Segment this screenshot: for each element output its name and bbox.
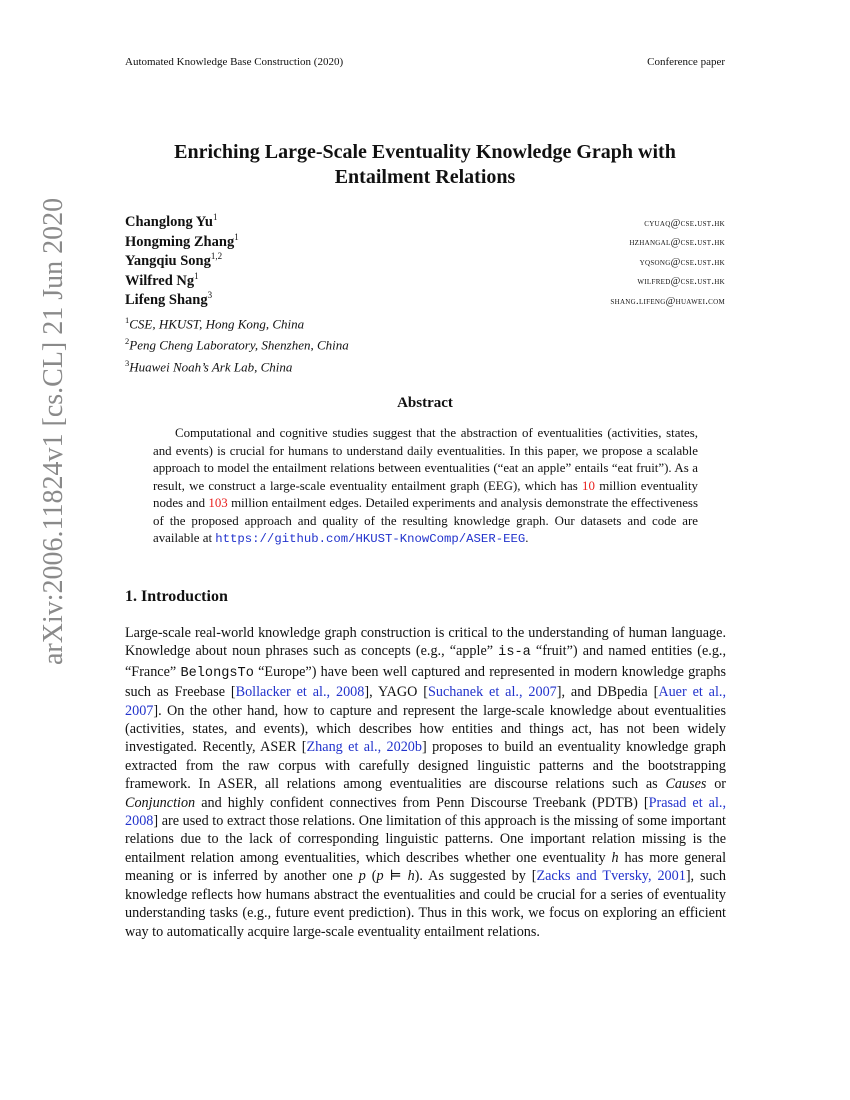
author-row [125, 290, 725, 310]
author-row [125, 251, 725, 271]
repo-link[interactable]: https://github.com/HKUST-KnowComp/ASER-EEG [215, 532, 526, 546]
author-row [125, 212, 725, 232]
author-email[interactable]: shang.lifeng@huawei.com [610, 295, 725, 307]
citation-link[interactable]: Suchanek et al., 2007 [428, 684, 557, 701]
title-line-2: Entailment Relations [334, 166, 516, 188]
author-email[interactable]: hzhangal@cse.ust.hk [629, 237, 725, 249]
citation-link[interactable]: Zhang et al., 2020b [306, 739, 422, 756]
inline-code: is-a [498, 645, 531, 661]
citation-link[interactable]: Prasad et al., 2008 [125, 794, 727, 830]
section-heading-introduction: 1. Introduction [125, 588, 228, 605]
author-block [125, 212, 725, 374]
author-name: Lifeng Shang$^3$ [125, 290, 213, 308]
affiliation: $^2$Peng Cheng Laboratory, Shenzhen, China [125, 336, 349, 353]
author-name: Yangqiu Song$^{1,2}$ [125, 251, 223, 269]
title-line-1: Enriching Large-Scale Eventuality Knowledge Graph with [174, 141, 676, 163]
author-email[interactable]: cyuaq@cse.ust.hk [644, 217, 725, 229]
inline-code: BelongsTo [180, 665, 254, 681]
citation-link[interactable]: Zacks and Tversky, 2001 [536, 868, 686, 885]
abstract-body: Computational and cognitive studies suggest that the abstraction of eventualities (activities, states, and events) is crucial for humans to understand daily eventualities. In this paper, we propose a scalable approach to model the entailment relations between eventualities (“eat an apple” entails “eat fruit”). As a result, we construct a large-scale eventuality entailment graph (EEG), which has 10 million eventuality nodes and 103 million entailment edges. Detailed experiments and analysis demonstrate the effectiveness of the proposed approach and quality of the resulting knowledge graph. Our datasets and code are available at https://github.com/HKUST-KnowComp/ASER-EEG. [153, 426, 698, 546]
edge-count: 103 [208, 496, 228, 510]
node-count: 10 [582, 478, 595, 493]
affiliation: $^3$Huawei Noah’s Ark Lab, China [125, 357, 293, 374]
author-name: Changlong Yu$^1$ [125, 212, 218, 230]
citation-link[interactable]: Auer et al., 2007 [125, 684, 727, 719]
author-name: Hongming Zhang$^1$ [125, 231, 239, 250]
affiliation: $^1$CSE, HKUST, Hong Kong, China [125, 314, 305, 331]
author-row [125, 271, 725, 291]
arxiv-stamp-text: arXiv:2006.11824v1 [cs.CL] 21 Jun 2020 [38, 197, 69, 665]
author-email[interactable]: yqsong@cse.ust.hk [639, 256, 725, 268]
paper-title [100, 140, 750, 190]
abstract-heading: Abstract [397, 395, 453, 411]
author-email[interactable]: wilfred@cse.ust.hk [637, 276, 725, 288]
author-name: Wilfred Ng$^1$ [125, 270, 199, 289]
author-row [125, 232, 725, 252]
citation-link[interactable]: Bollacker et al., 2008 [235, 684, 365, 701]
running-header-left: Automated Knowledge Base Construction (2020) [125, 56, 344, 68]
running-header-right: Conference paper [647, 56, 725, 68]
introduction-body: Large-scale real-world knowledge graph construction is critical to the understanding of human language. Knowledge about noun phrases such as concepts (e.g., “apple” is-a “fruit”) and named entities (e.g., “France” BelongsTo “Europe”) have been well captured and represented in modern knowledge graphs such as Freebase [Bollacker et al., 2008], YAGO [Suchanek et al., 2007], and DBpedia [Auer et al., 2007]. On the other hand, how to capture and represent the large-scale knowledge about eventualities (activities, states, and events), which describes how entities and things act, has not been widely investigated. Recently, ASER [Zhang et al., 2020b] proposes to build an eventuality knowledge graph extracted from the raw corpus with carefully designed linguistic patterns and the bootstrapping framework. In ASER, all relations among eventualities are discourse relations such as Causes or Conjunction and highly confident connectives from Penn Discourse Treebank (PDTB) [Prasad et al., 2008] are used to extract those relations. One limitation of this approach is the missing of some important relations due to the lack of corresponding linguistic patterns. One important relation missing is the entailment relation among eventualities, which describes whether one eventuality h has more general meaning or is inferred by another one p (p ⊨ h). As suggested by [Zacks and Tversky, 2001], such knowledge reflects how humans abstract the eventualities and could be crucial for a series of eventuality understanding tasks (e.g., future event prediction). Thus in this work, we focus on exploring an efficient way to automatically acquire large-scale eventuality entailment relations. [125, 625, 727, 940]
